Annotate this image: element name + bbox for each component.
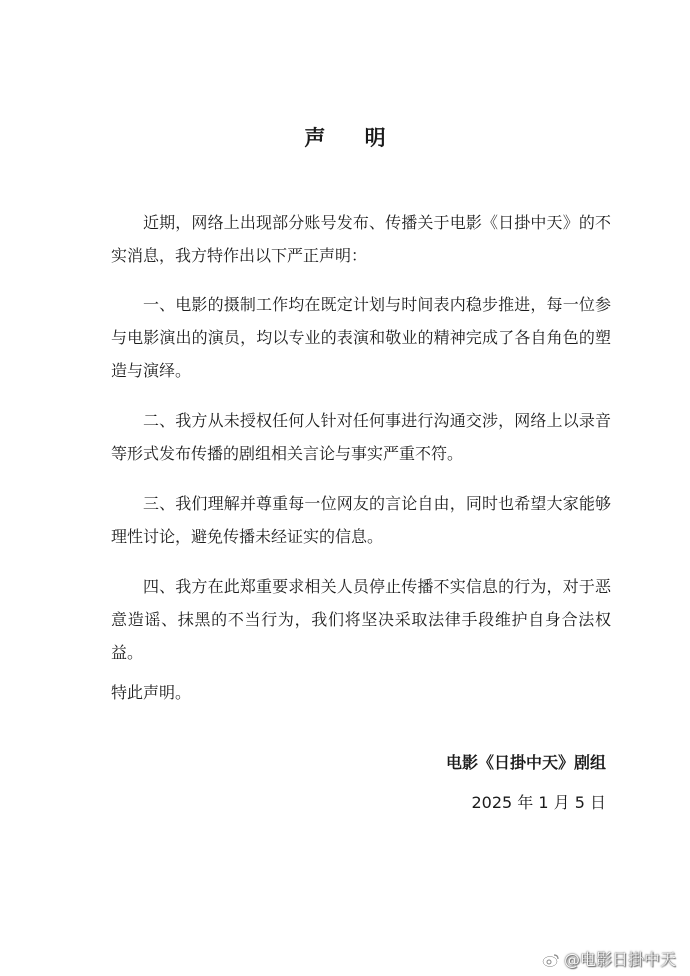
watermark (542, 947, 676, 970)
intro-paragraph: 近期，网络上出现部分账号发布、传播关于电影《日掛中天》的不实消息，我方特作出以下严正声明： (111, 213, 611, 265)
watermark-text: @电影日掛中天 (563, 950, 676, 969)
signature: 电影《日掛中天》剧组 (445, 753, 606, 772)
statement-item-2: 二、我方从未授权任何人针对任何事进行沟通交涉，网络上以录音等形式发布传播的剧组相关言论与事实严重不符。 (111, 411, 611, 463)
closing-line: 特此声明。 (111, 683, 192, 702)
document-title: 声 明 (304, 126, 402, 150)
statement-date: 2025 年 1 月 5 日 (471, 793, 606, 812)
weibo-icon (542, 952, 560, 966)
statement-item-1: 一、电影的摄制工作均在既定计划与时间表内稳步推进，每一位参与电影演出的演员，均以专业的表演和敬业的精神完成了各自角色的塑造与演绎。 (111, 295, 611, 380)
statement-item-3: 三、我们理解并尊重每一位网友的言论自由，同时也希望大家能够理性讨论，避免传播未经证实的信息。 (111, 494, 611, 546)
document-body (111, 206, 611, 686)
statement-item-4: 四、我方在此郑重要求相关人员停止传播不实信息的行为，对于恶意造谣、抹黑的不当行为，我们将坚决采取法律手段维护自身合法权益。 (111, 577, 611, 662)
